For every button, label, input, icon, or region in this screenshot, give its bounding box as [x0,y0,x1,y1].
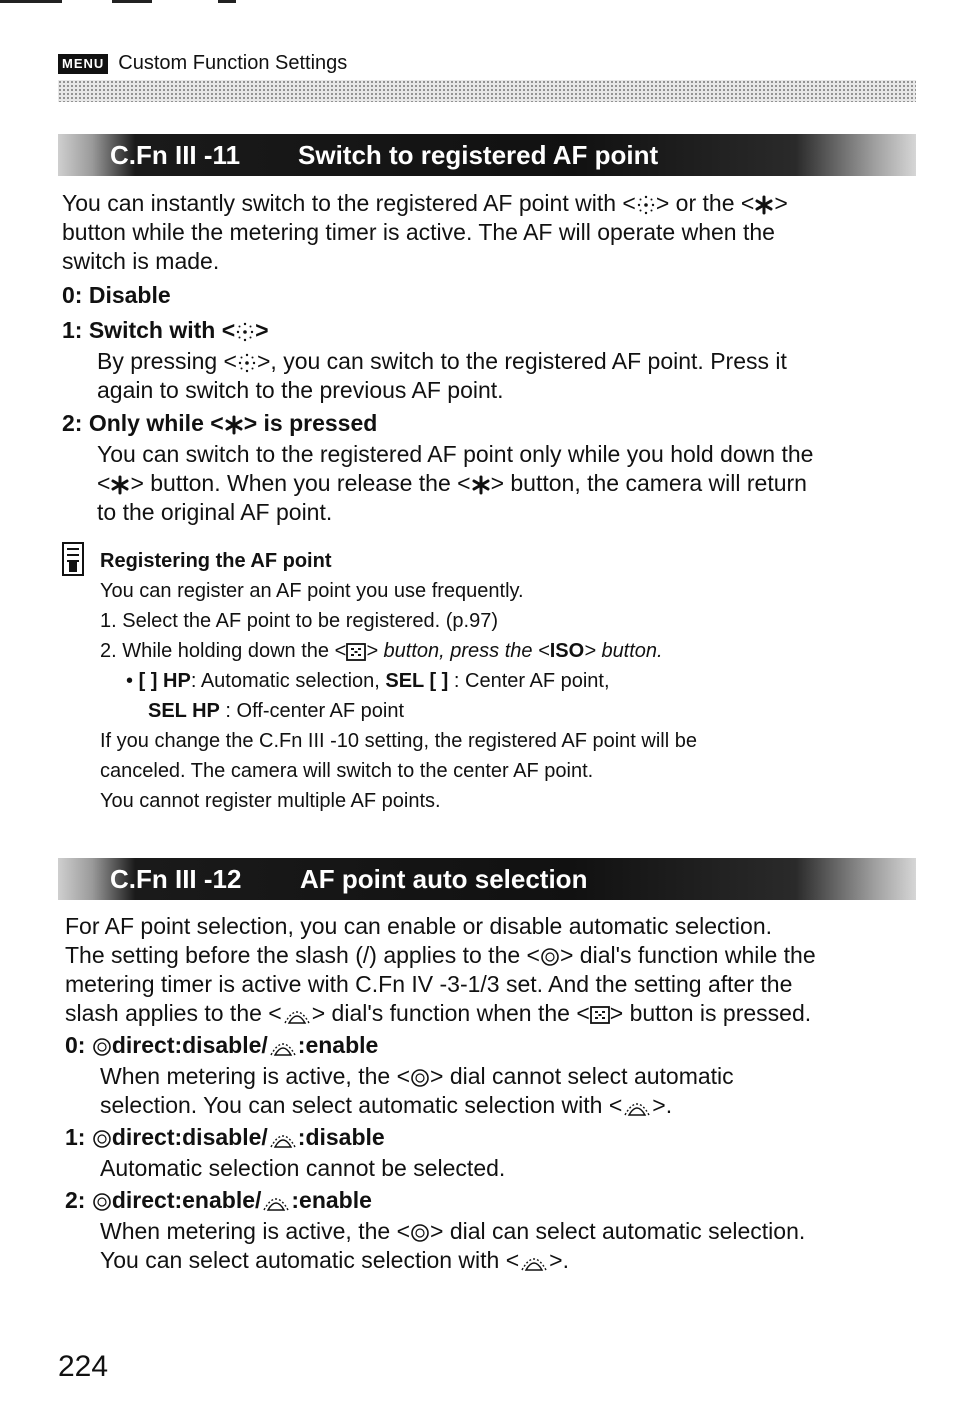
page-header [58,52,347,75]
section-title: AF point auto selection [300,863,588,894]
section2-option-1-desc: Automatic selection cannot be selected. [100,1155,506,1181]
section2-option-0: 0: direct:disable/ :enable [65,1032,379,1058]
quick-control-dial-icon [540,947,560,967]
header-dither-bar [58,80,916,102]
menu-badge: MENU [58,54,108,74]
quick-control-dial-icon [410,1068,430,1088]
section-heading-cfn-iii-12 [58,858,916,900]
header-title: Custom Function Settings [118,52,348,74]
section2-option-1: 1: direct:disable/ :disable [65,1124,385,1150]
note-block: Registering the AF point You can register an AF point you use frequently. 1. Select the AF point to be registered. (p.97) 2. While holding down the < > button, press the <ISO> button. • [ ] HP: Automatic selection, SEL [ ] : Center AF point, SEL HP : Off-center AF point If you change the C.Fn III -10 setting, the registered AF point will be canceled. The camera will switch to the center AF point. You cannot register multiple AF points. [100,546,910,816]
main-dial-icon [282,1005,312,1025]
multi-controller-icon [235,321,255,343]
section-title: Switch to registered AF point [298,139,659,170]
page-number: 224 [58,1350,109,1383]
section-heading-cfn-iii-11 [58,134,916,176]
section-number: C.Fn III -11 [110,139,241,170]
quick-control-dial-icon [410,1223,430,1243]
multi-controller-icon [636,194,656,216]
star-ae-lock-icon [754,195,774,215]
star-ae-lock-icon [471,475,491,495]
quick-control-dial-icon [92,1129,112,1149]
main-dial-icon [519,1252,549,1272]
star-ae-lock-icon [110,475,130,495]
main-dial-icon [261,1192,291,1212]
section1-option-0: 0: Disable [62,282,171,308]
af-point-select-icon [346,643,366,661]
scan-marks [0,0,954,4]
section1-option-2: 2: Only while < > is pressed [62,410,378,436]
section1-option-2-desc: You can switch to the registered AF point only while you hold down the < > button. When you release the < > button, the camera will return to the original AF point. [97,441,814,525]
main-dial-icon [268,1037,298,1057]
note-title: Registering the AF point [100,550,332,572]
section1-option-1: 1: Switch with < > [62,317,269,343]
note-icon [62,542,84,576]
section2-option-2: 2: direct:enable/ :enable [65,1187,372,1213]
section-number: C.Fn III -12 [110,863,242,894]
main-dial-icon [622,1097,652,1117]
quick-control-dial-icon [92,1037,112,1057]
section1-intro: You can instantly switch to the registered AF point with < > or the < > button while the metering timer is active. The AF will operate when the switch is made. [62,190,788,274]
main-dial-icon [268,1129,298,1149]
section2-option-0-desc: When metering is active, the < > dial cannot select automatic selection. You can select automatic selection with < >. [100,1063,734,1118]
multi-controller-icon [237,352,257,374]
star-ae-lock-icon [224,415,244,435]
section2-intro: For AF point selection, you can enable or disable automatic selection. The setting before the slash (/) applies to the < > dial's function while the metering timer is active with C.Fn IV -3-1/3 set. And the setting after the slash applies to the < > dial's function when the < > button is pressed. [65,913,816,1026]
af-point-select-icon [590,1006,610,1024]
section1-option-1-desc: By pressing < >, you can switch to the registered AF point. Press it again to switch to the previous AF point. [97,348,787,403]
section2-option-2-desc: When metering is active, the < > dial can select automatic selection. You can select automatic selection with < >. [100,1218,806,1273]
quick-control-dial-icon [92,1192,112,1212]
